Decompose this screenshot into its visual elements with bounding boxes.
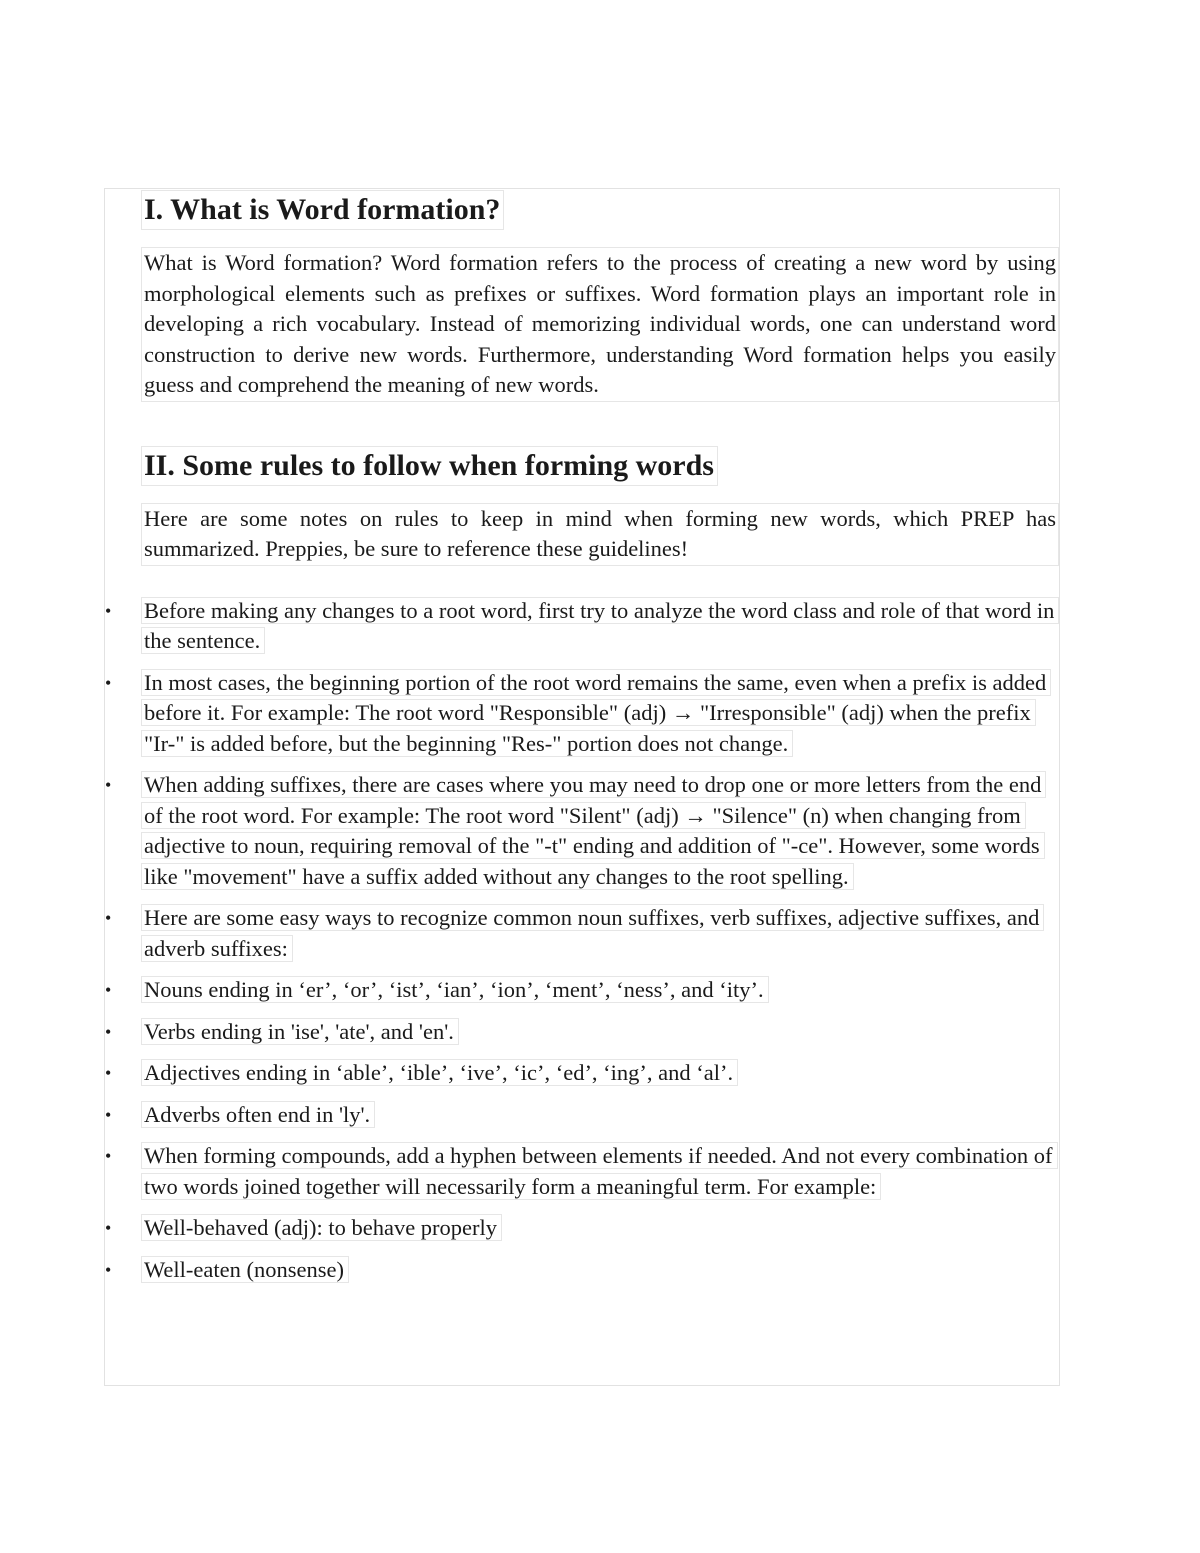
bullet-icon: • bbox=[105, 1146, 112, 1166]
list-item-text: Well-behaved (adj): to behave properly bbox=[141, 1214, 502, 1241]
bullet-icon: • bbox=[105, 1021, 112, 1042]
list-item bbox=[105, 1213, 1059, 1244]
list-item-text: Well-eaten (nonsense) bbox=[141, 1256, 349, 1283]
list-item bbox=[105, 1141, 1059, 1202]
bullet-icon: • bbox=[105, 1104, 112, 1125]
bullet-icon: • bbox=[105, 980, 112, 1000]
list-item bbox=[105, 596, 1059, 657]
list-item-text: Nouns ending in ‘er’, ‘or’, ‘ist’, ‘ian’, ‘ion’, ‘ment’, ‘ness’, and ‘ity’. bbox=[141, 976, 769, 1003]
list-item bbox=[105, 770, 1059, 892]
list-item-text: Before making any changes to a root word, first try to analyze the word class and role of that word in the sentence. bbox=[141, 597, 1059, 655]
list-item bbox=[105, 1255, 1059, 1286]
rules-list bbox=[105, 596, 1059, 1286]
bullet-icon: • bbox=[105, 1063, 112, 1083]
list-item-text: Here are some easy ways to recognize common noun suffixes, verb suffixes, adjective suffixes, and adverb suffixes: bbox=[141, 904, 1044, 962]
list-item-text: Adverbs often end in 'ly'. bbox=[141, 1101, 375, 1128]
bullet-icon: • bbox=[105, 908, 112, 928]
list-item bbox=[105, 668, 1059, 760]
list-item bbox=[105, 1058, 1059, 1089]
section-2-paragraph: Here are some notes on rules to keep in mind when forming new words, which PREP has summarized. Preppies, be sure to reference these guidelines! bbox=[141, 503, 1059, 566]
bullet-icon: • bbox=[105, 600, 112, 621]
bullet-icon: • bbox=[105, 672, 112, 693]
list-item bbox=[105, 1017, 1059, 1048]
section-1-heading: I. What is Word formation? bbox=[141, 190, 504, 230]
list-item-text: Adjectives ending in ‘able’, ‘ible’, ‘ive’, ‘ic’, ‘ed’, ‘ing’, and ‘al’. bbox=[141, 1059, 738, 1086]
section-2-heading: II. Some rules to follow when forming words bbox=[141, 446, 718, 486]
document-content bbox=[105, 190, 1059, 1296]
list-item bbox=[105, 975, 1059, 1006]
list-item-text: When forming compounds, add a hyphen between elements if needed. And not every combination of two words joined together will necessarily form a meaningful term. For example: bbox=[141, 1142, 1058, 1200]
list-item-text: In most cases, the beginning portion of the root word remains the same, even when a prefix is added before it. For example: The root word "Responsible" (adj) → "Irresponsible" (adj) when the prefix "Ir-" is added before, but the beginning "Res-" portion does not change. bbox=[141, 669, 1051, 757]
bullet-icon: • bbox=[105, 775, 112, 795]
section-1-paragraph: What is Word formation? Word formation refers to the process of creating a new word by using morphological elements such as prefixes or suffixes. Word formation plays an important role in developing a rich vocabulary. Instead of memorizing individual words, one can understand word construction to derive new words. Furthermore, understanding Word formation helps you easily guess and comprehend the meaning of new words. bbox=[141, 247, 1059, 402]
bullet-icon: • bbox=[105, 1218, 112, 1238]
list-item bbox=[105, 903, 1059, 964]
list-item-text: When adding suffixes, there are cases where you may need to drop one or more letters from the end of the root word. For example: The root word "Silent" (adj) → "Silence" (n) when changing from adjective to noun, requiring removal of the "-t" ending and addition of "-ce". However, some words like "movement" have a suffix added without any changes to the root spelling. bbox=[141, 771, 1046, 890]
list-item bbox=[105, 1100, 1059, 1131]
bullet-icon: • bbox=[105, 1259, 112, 1280]
list-item-text: Verbs ending in 'ise', 'ate', and 'en'. bbox=[141, 1018, 459, 1045]
